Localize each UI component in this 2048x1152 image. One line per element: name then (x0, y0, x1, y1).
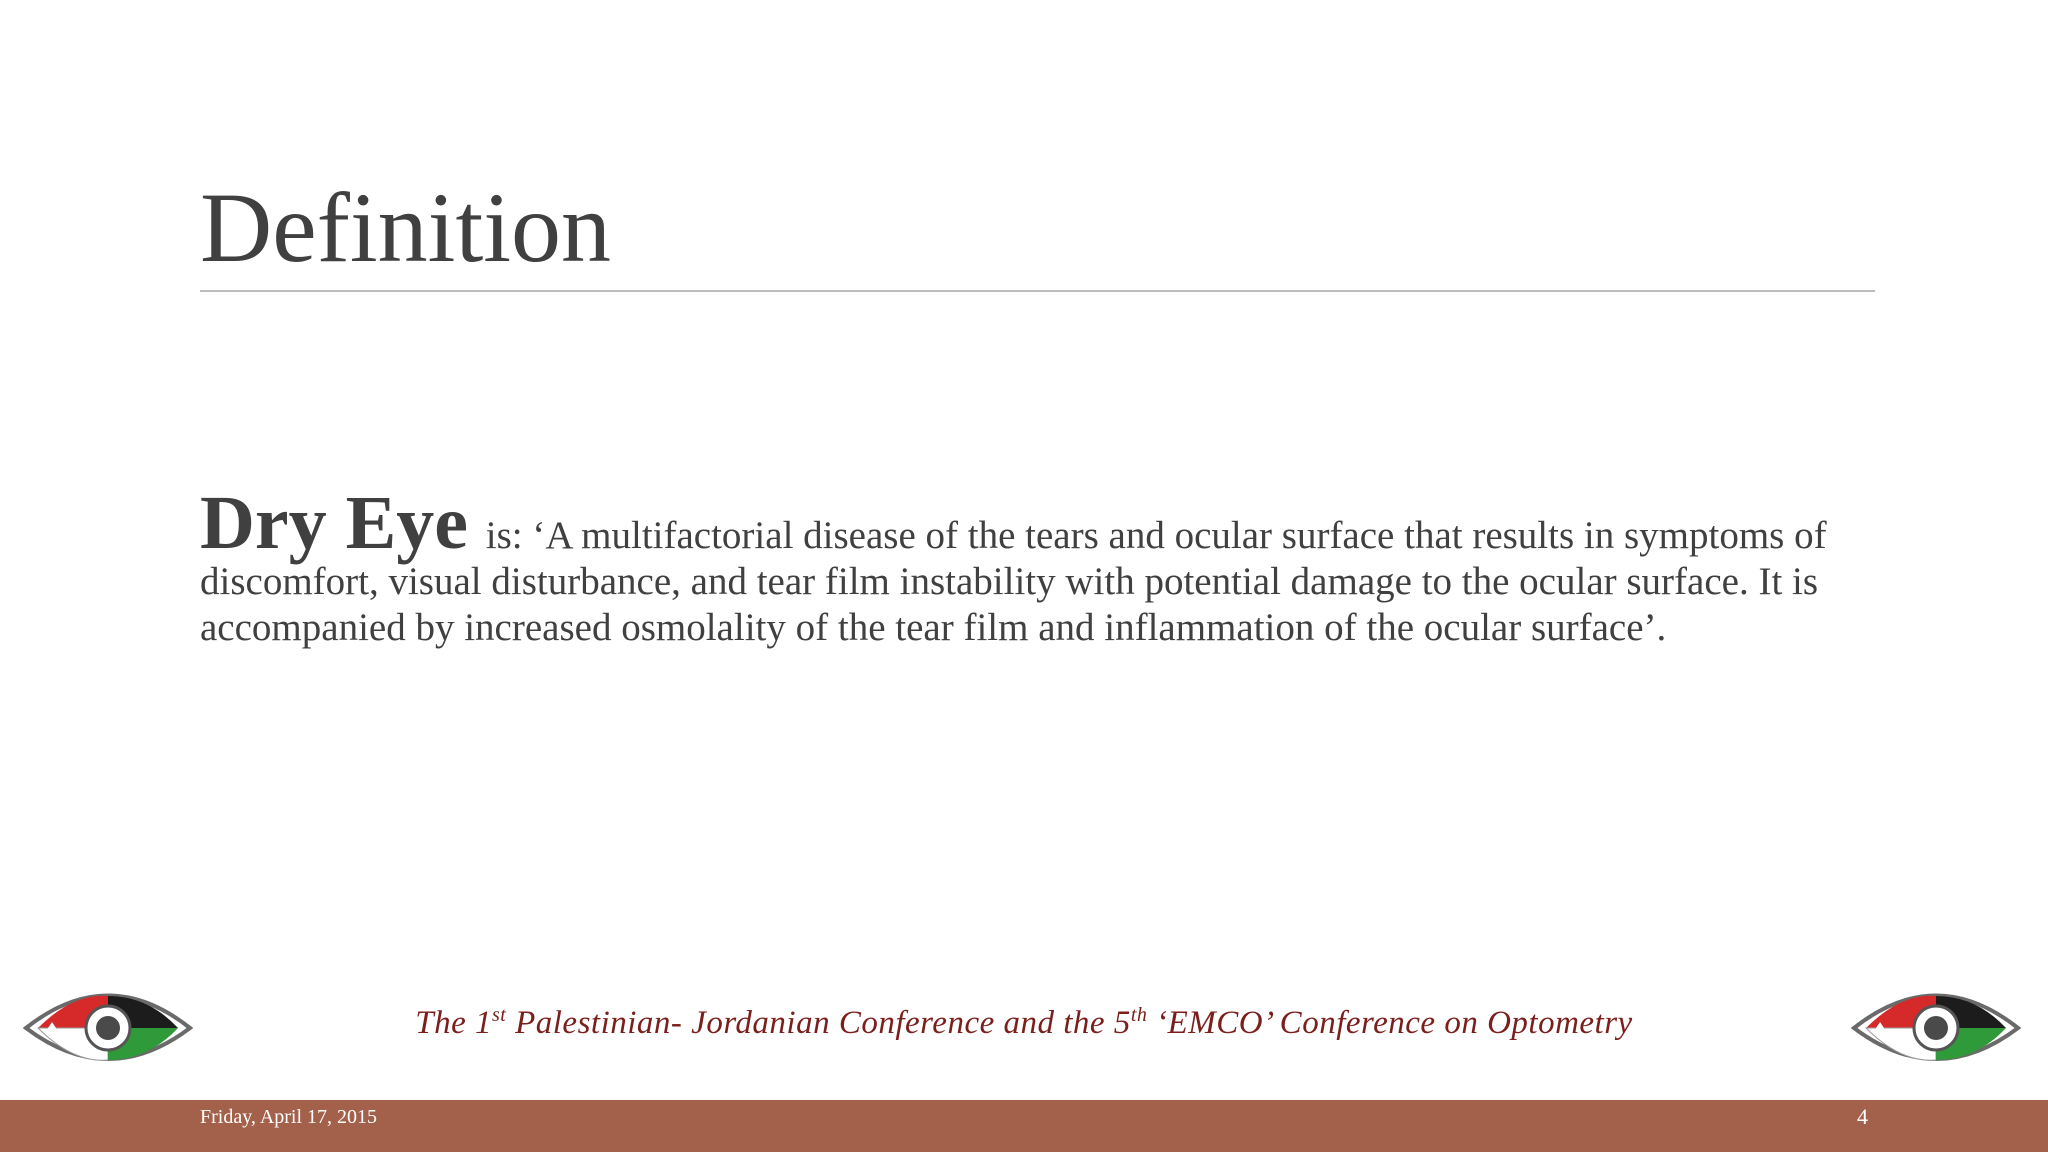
banner-title (0, 1004, 2048, 1042)
title-divider (200, 290, 1875, 292)
defined-term: Dry Eye (200, 481, 469, 565)
banner-text-part: ‘EMCO’ Conference on Optometry (1147, 1005, 1633, 1041)
conference-eye-logo-icon (1846, 968, 2026, 1078)
definition-text: is: ‘A multifactorial disease of the tears and ocular surface that results in symptoms of discomfort, visual disturbance, and tear film instability with potential damage to the ocular surface. It is accompanied by increased osmolality of the tear film and inflammation of the ocular surface’. (200, 514, 1827, 649)
page-number: 4 (1857, 1104, 1868, 1129)
conference-banner (0, 968, 2048, 1100)
banner-ordinal: th (1130, 1004, 1148, 1026)
slide-title: Definition (200, 172, 612, 283)
banner-ordinal: st (492, 1004, 507, 1026)
banner-text-part: The 1 (415, 1005, 493, 1041)
definition-paragraph (200, 481, 1880, 651)
slide-footer (0, 1100, 2048, 1152)
banner-text-part: Palestinian- Jordanian Conference and the 5 (506, 1005, 1131, 1041)
footer-date: Friday, April 17, 2015 (200, 1106, 378, 1128)
